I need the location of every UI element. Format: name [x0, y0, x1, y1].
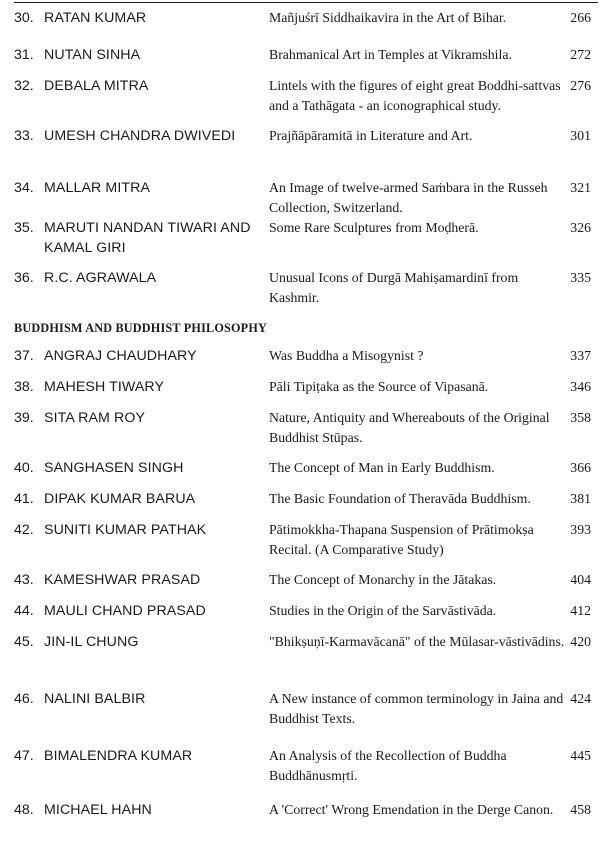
entry-number: 37. — [14, 348, 34, 364]
entry-page: 266 — [570, 10, 591, 25]
entry-author: DEBALA MITRA — [44, 78, 149, 94]
entry-author: SUNITI KUMAR PATHAK — [44, 522, 207, 538]
entry-title: Pātimokkha-Thapana Suspension of Prātimokṣa Recital. (A Comparative Study) — [269, 522, 534, 557]
entry-number: 46. — [14, 691, 34, 707]
entry-number: 32. — [14, 78, 34, 94]
entry-page: 337 — [570, 348, 591, 363]
entry-title: The Concept of Monarchy in the Jātakas. — [269, 572, 497, 587]
entry-author: NALINI BALBIR — [44, 691, 146, 707]
entry-number: 36. — [14, 270, 34, 286]
entry-author: JIN-IL CHUNG — [44, 634, 139, 650]
entry-number: 45. — [14, 634, 34, 650]
entry-page: 276 — [570, 78, 591, 93]
entry-title: "Bhikṣuṇī-Karmavācanā" of the Mūlasar-vāstivādins. — [269, 634, 565, 649]
entry-number: 48. — [14, 802, 34, 818]
section-heading: BUDDHISM AND BUDDHIST PHILOSOPHY — [14, 321, 268, 335]
entry-page: 381 — [570, 491, 591, 506]
entry-title: Brahmanical Art in Temples at Vikramshila. — [269, 47, 512, 62]
entry-author: R.C. AGRAWALA — [44, 270, 157, 286]
entry-number: 41. — [14, 491, 34, 507]
entry-author: MAHESH TIWARY — [44, 379, 165, 395]
entry-page: 458 — [570, 802, 591, 817]
entry-author: NUTAN SINHA — [44, 47, 141, 63]
entry-title: The Concept of Man in Early Buddhism. — [269, 460, 495, 475]
entry-page: 404 — [570, 572, 591, 587]
entry-page: 412 — [570, 603, 591, 618]
entry-title: An Image of twelve-armed Saṁbara in the Russeh Collection, Switzerland. — [269, 180, 548, 215]
entry-author: ANGRAJ CHAUDHARY — [44, 348, 197, 364]
entry-title: Mañjuśrī Siddhaikavira in the Art of Bihar. — [269, 10, 507, 25]
entry-title: Unusual Icons of Durgā Mahiṣamardinī from Kashmir. — [269, 270, 519, 305]
entry-number: 47. — [14, 748, 34, 764]
entry-title: The Basic Foundation of Theravāda Buddhism. — [269, 491, 531, 506]
top-rule — [14, 2, 598, 3]
entry-author: MICHAEL HAHN — [44, 802, 152, 818]
entry-number: 39. — [14, 410, 34, 426]
entry-page: 346 — [570, 379, 591, 394]
entry-author: DIPAK KUMAR BARUA — [44, 491, 196, 507]
entry-title: Some Rare Sculptures from Moḍherā. — [269, 220, 479, 235]
entry-author: MALLAR MITRA — [44, 180, 151, 196]
entry-title: Lintels with the figures of eight great Boddhi-sattvas and a Tathāgata - an iconographical study. — [269, 78, 561, 113]
entry-author: BIMALENDRA KUMAR — [44, 748, 193, 764]
entry-page: 321 — [570, 180, 591, 195]
entry-page: 445 — [570, 748, 591, 763]
entry-number: 34. — [14, 180, 34, 196]
entry-title: Studies in the Origin of the Sarvāstivāda. — [269, 603, 497, 618]
entry-title: Was Buddha a Misogynist ? — [269, 348, 424, 363]
entry-page: 335 — [570, 270, 591, 285]
entry-title: A 'Correct' Wrong Emendation in the Derge Canon. — [269, 802, 554, 817]
entry-author: MARUTI NANDAN TIWARI AND KAMAL GIRI — [44, 220, 251, 256]
entry-author: KAMESHWAR PRASAD — [44, 572, 201, 588]
entry-number: 38. — [14, 379, 34, 395]
entry-author: SITA RAM ROY — [44, 410, 146, 426]
entry-page: 272 — [570, 47, 591, 62]
entry-number: 30. — [14, 10, 34, 26]
entry-page: 420 — [570, 634, 591, 649]
entry-title: A New instance of common terminology in Jaina and Buddhist Texts. — [269, 691, 564, 726]
entry-number: 35. — [14, 220, 34, 236]
entry-number: 43. — [14, 572, 34, 588]
entry-author: UMESH CHANDRA DWIVEDI — [44, 128, 236, 144]
entry-number: 33. — [14, 128, 34, 144]
entry-number: 31. — [14, 47, 34, 63]
entry-page: 424 — [570, 691, 591, 706]
entry-author: RATAN KUMAR — [44, 10, 147, 26]
entry-author: MAULI CHAND PRASAD — [44, 603, 206, 619]
entry-title: An Analysis of the Recollection of Buddha Buddhānusmṛti. — [269, 748, 507, 783]
entry-page: 358 — [570, 410, 591, 425]
entry-page: 301 — [570, 128, 591, 143]
entry-title: Pāli Tipiṭaka as the Source of Vipasanā. — [269, 379, 489, 394]
entry-page: 366 — [570, 460, 591, 475]
entry-number: 42. — [14, 522, 34, 538]
entry-page: 393 — [570, 522, 591, 537]
entry-number: 44. — [14, 603, 34, 619]
entry-page: 326 — [570, 220, 591, 235]
entry-number: 40. — [14, 460, 34, 476]
entry-author: SANGHASEN SINGH — [44, 460, 184, 476]
entry-title: Nature, Antiquity and Whereabouts of the Original Buddhist Stūpas. — [269, 410, 550, 445]
entry-title: Prajñāpāramitā in Literature and Art. — [269, 128, 473, 143]
